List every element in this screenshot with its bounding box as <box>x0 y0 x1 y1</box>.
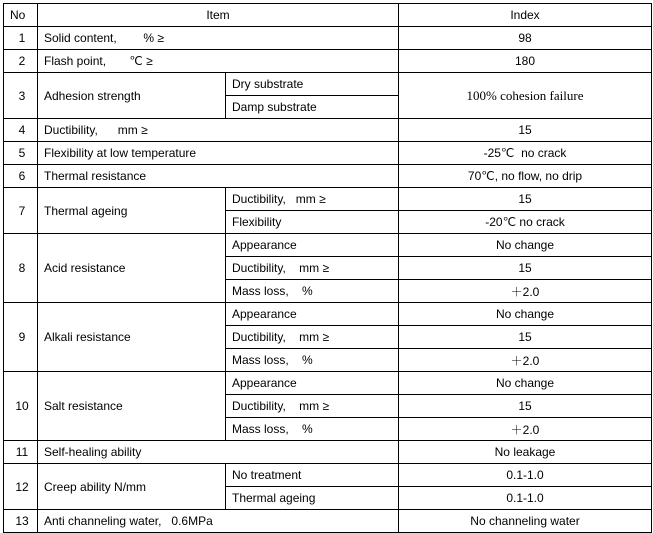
row-subitem: Ductibility, mm ≥ <box>226 395 399 418</box>
row-subitem: Mass loss, % <box>226 418 399 441</box>
table-row <box>4 510 652 533</box>
row-item: Anti channeling water, 0.6MPa <box>38 510 399 533</box>
row-index: 15 <box>399 395 652 418</box>
row-item: Thermal resistance <box>38 165 399 188</box>
row-item: Acid resistance <box>38 234 226 303</box>
row-index: No change <box>399 372 652 395</box>
row-subitem: Appearance <box>226 303 399 326</box>
row-item: Ductibility, mm ≥ <box>38 119 399 142</box>
table-row <box>4 464 652 487</box>
row-item: Flash point, ℃ ≥ <box>38 50 399 73</box>
table-row <box>4 188 652 211</box>
row-no: 2 <box>4 50 38 73</box>
row-index: 0.1-1.0 <box>399 464 652 487</box>
table-row <box>4 372 652 395</box>
row-subitem: Mass loss, % <box>226 280 399 303</box>
properties-table <box>3 3 652 533</box>
row-no: 3 <box>4 73 38 119</box>
row-item: Alkali resistance <box>38 303 226 372</box>
row-no: 6 <box>4 165 38 188</box>
row-subitem: Damp substrate <box>226 96 399 119</box>
row-index: ＋2.0 <box>399 349 652 372</box>
row-subitem: Dry substrate <box>226 73 399 96</box>
row-subitem: Ductibility, mm ≥ <box>226 188 399 211</box>
row-item: Thermal ageing <box>38 188 226 234</box>
row-subitem: Ductibility, mm ≥ <box>226 257 399 280</box>
row-item: Flexibility at low temperature <box>38 142 399 165</box>
row-item: Adhesion strength <box>38 73 226 119</box>
header-no: No <box>4 4 38 27</box>
row-index: 98 <box>399 27 652 50</box>
row-no: 11 <box>4 441 38 464</box>
header-item: Item <box>38 4 399 27</box>
row-index: 15 <box>399 119 652 142</box>
row-index: 15 <box>399 326 652 349</box>
table-row <box>4 50 652 73</box>
row-no: 13 <box>4 510 38 533</box>
table-row <box>4 27 652 50</box>
row-item: Solid content, % ≥ <box>38 27 399 50</box>
row-index: -25℃ no crack <box>399 142 652 165</box>
row-subitem: Appearance <box>226 372 399 395</box>
row-index: 0.1-1.0 <box>399 487 652 510</box>
table-row <box>4 142 652 165</box>
row-subitem: Ductibility, mm ≥ <box>226 326 399 349</box>
row-item: Creep ability N/mm <box>38 464 226 510</box>
row-no: 12 <box>4 464 38 510</box>
row-no: 5 <box>4 142 38 165</box>
row-index: No leakage <box>399 441 652 464</box>
row-subitem: Appearance <box>226 234 399 257</box>
row-index: No change <box>399 303 652 326</box>
row-no: 7 <box>4 188 38 234</box>
row-index: 70℃, no flow, no drip <box>399 165 652 188</box>
row-index: ＋2.0 <box>399 418 652 441</box>
table-row <box>4 165 652 188</box>
row-item: Self-healing ability <box>38 441 399 464</box>
row-index: No channeling water <box>399 510 652 533</box>
row-no: 9 <box>4 303 38 372</box>
row-subitem: Thermal ageing <box>226 487 399 510</box>
row-index: 180 <box>399 50 652 73</box>
table-row <box>4 119 652 142</box>
row-subitem: No treatment <box>226 464 399 487</box>
row-index: 15 <box>399 257 652 280</box>
table-row <box>4 441 652 464</box>
header-row <box>4 4 652 27</box>
row-index: 100% cohesion failure <box>399 73 652 119</box>
table-row <box>4 234 652 257</box>
row-index: ＋2.0 <box>399 280 652 303</box>
row-subitem: Flexibility <box>226 211 399 234</box>
header-index: Index <box>399 4 652 27</box>
row-index: -20℃ no crack <box>399 211 652 234</box>
row-no: 1 <box>4 27 38 50</box>
table-row <box>4 303 652 326</box>
row-index: 15 <box>399 188 652 211</box>
row-item: Salt resistance <box>38 372 226 441</box>
table-row <box>4 73 652 96</box>
row-no: 10 <box>4 372 38 441</box>
row-index: No change <box>399 234 652 257</box>
row-no: 8 <box>4 234 38 303</box>
row-no: 4 <box>4 119 38 142</box>
row-subitem: Mass loss, % <box>226 349 399 372</box>
